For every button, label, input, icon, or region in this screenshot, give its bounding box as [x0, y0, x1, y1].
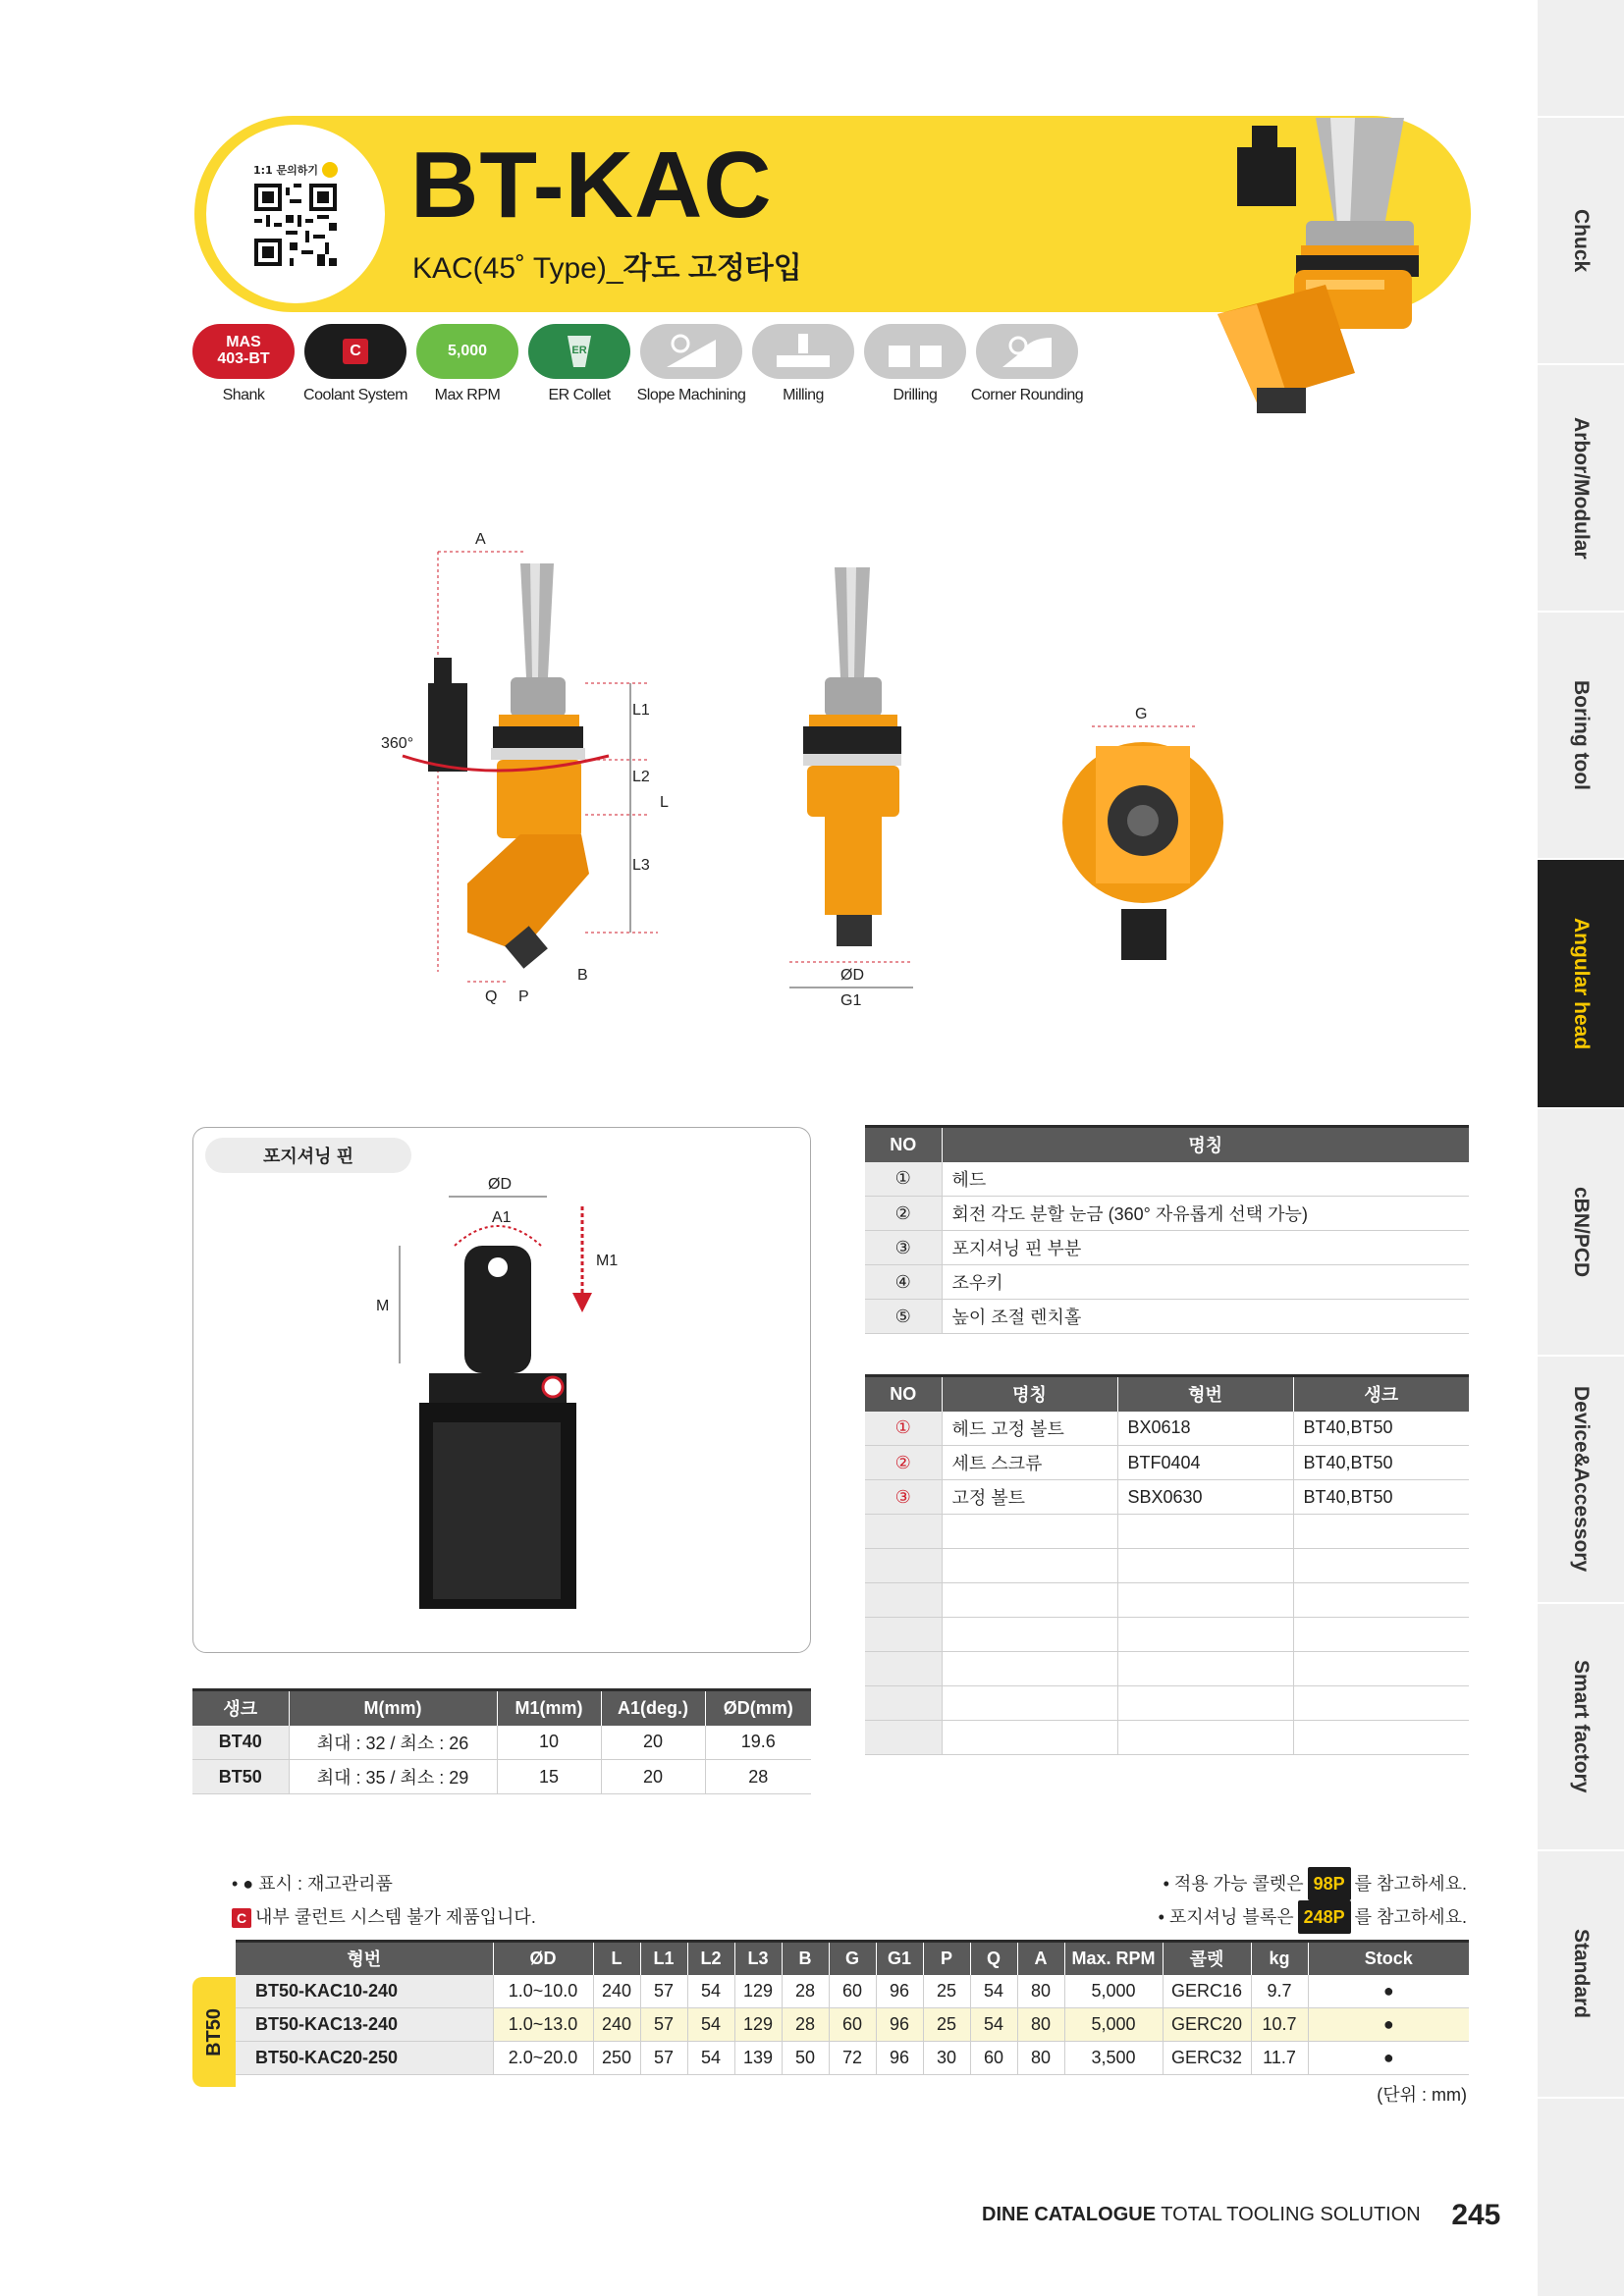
badge-milling — [752, 324, 854, 404]
table-cell: GERC16 — [1163, 1975, 1251, 2008]
col-header: ØD — [493, 1942, 593, 1975]
badge-label: Max RPM — [434, 387, 501, 403]
table-cell: 19.6 — [705, 1726, 811, 1760]
side-tab-label: Smart factory — [1570, 1660, 1593, 1793]
col-header: kg — [1251, 1942, 1308, 1975]
table-cell: 240 — [593, 1975, 640, 2008]
table-cell: 60 — [970, 2042, 1017, 2075]
dim-label-a: A — [475, 531, 486, 548]
front-view-drawing — [776, 560, 943, 1011]
notes-right — [1159, 1867, 1467, 1934]
er-collet-icon — [560, 332, 599, 371]
table-row — [865, 1300, 1469, 1334]
col-header: ØD(mm) — [705, 1690, 811, 1726]
table-cell: 250 — [593, 2042, 640, 2075]
badge-drilling — [864, 324, 966, 404]
qr-inquiry[interactable] — [206, 125, 385, 303]
table-cell: 회전 각도 분할 눈금 (360° 자유롭게 선택 가능) — [942, 1197, 1469, 1231]
table-row — [865, 1197, 1469, 1231]
col-header: 형번 — [236, 1942, 493, 1975]
table-cell: 72 — [829, 2042, 876, 2075]
table-cell: 11.7 — [1251, 2042, 1308, 2075]
table-cell — [1117, 1618, 1293, 1652]
footer-tagline: TOTAL TOOLING SOLUTION — [1161, 2204, 1421, 2225]
table-cell: 60 — [829, 2008, 876, 2042]
table-cell — [1117, 1652, 1293, 1686]
table-cell — [865, 1652, 942, 1686]
table-cell: 5,000 — [1064, 1975, 1163, 2008]
table-cell — [865, 1515, 942, 1549]
table-cell: 240 — [593, 2008, 640, 2042]
table-cell — [1117, 1549, 1293, 1583]
side-tab-smart[interactable] — [1538, 1604, 1624, 1851]
table-cell: 57 — [640, 2042, 687, 2075]
table-cell — [1117, 1583, 1293, 1618]
table-cell: 129 — [734, 1975, 782, 2008]
note-stock: • ● 표시 : 재고관리품 — [232, 1874, 393, 1894]
shank-badge — [192, 324, 295, 379]
badge-label: Shank — [222, 387, 265, 403]
table-cell: 3,500 — [1064, 2042, 1163, 2075]
pin-panel-title: 포지셔닝 핀 — [205, 1138, 411, 1173]
table-cell: GERC20 — [1163, 2008, 1251, 2042]
table-cell — [1293, 1549, 1469, 1583]
col-header: 콜렛 — [1163, 1942, 1251, 1975]
table-cell: 80 — [1017, 2042, 1064, 2075]
col-header: P — [923, 1942, 970, 1975]
table-cell — [1293, 1515, 1469, 1549]
badge-label: Coolant System — [303, 387, 407, 403]
table-cell — [942, 1515, 1117, 1549]
side-tab-label: cBN/PCD — [1570, 1186, 1593, 1278]
badge-label: Slope Machining — [636, 387, 746, 403]
table-row — [865, 1480, 1469, 1515]
subtitle-desc: 각도 고정타입 — [623, 252, 802, 285]
table-cell: 높이 조절 렌치홀 — [942, 1300, 1469, 1334]
col-header: 형번 — [1117, 1376, 1293, 1412]
note-text: • 포지셔닝 블록은 — [1158, 1907, 1294, 1927]
badge-rpm — [416, 324, 518, 404]
table-cell — [1293, 1583, 1469, 1618]
table-cell: 28 — [782, 1975, 829, 2008]
table-cell: 25 — [923, 1975, 970, 2008]
col-header: Q — [970, 1942, 1017, 1975]
table-cell: 28 — [782, 2008, 829, 2042]
page-number: 245 — [1451, 2199, 1501, 2231]
side-tab-label: Arbor/Modular — [1570, 416, 1593, 560]
page-footer — [982, 2199, 1500, 2232]
table-cell: 57 — [640, 2008, 687, 2042]
dim-label-q: Q — [485, 988, 498, 1005]
milling-badge — [752, 324, 854, 379]
table-cell: 15 — [497, 1760, 601, 1794]
col-header: L2 — [687, 1942, 734, 1975]
table-cell: 25 — [923, 2008, 970, 2042]
table-cell: 포지셔닝 핀 부분 — [942, 1231, 1469, 1265]
side-tab-label: Angular head — [1570, 917, 1593, 1050]
badge-slope — [636, 324, 746, 404]
positioning-pin-drawing — [376, 1167, 655, 1638]
product-subtitle — [412, 243, 802, 287]
table-cell: ③ — [865, 1480, 942, 1515]
table-row — [865, 1549, 1469, 1583]
table-cell: 60 — [829, 1975, 876, 2008]
coolant-badge — [304, 324, 406, 379]
table-cell: BT40,BT50 — [1293, 1480, 1469, 1515]
note-text: • 적용 가능 콜렛은 — [1163, 1874, 1304, 1894]
col-header: 명칭 — [942, 1376, 1117, 1412]
table-cell: ① — [865, 1412, 942, 1446]
table-cell: ② — [865, 1446, 942, 1480]
table-cell: ③ — [865, 1231, 942, 1265]
drilling-badge — [864, 324, 966, 379]
slope-machining-badge — [640, 324, 742, 379]
table-cell: 96 — [876, 1975, 923, 2008]
dim-label-a1: A1 — [492, 1209, 512, 1226]
table-cell — [865, 1721, 942, 1755]
col-header: G — [829, 1942, 876, 1975]
table-cell — [865, 1618, 942, 1652]
side-view-drawing — [373, 520, 668, 1011]
table-cell — [865, 1549, 942, 1583]
dim-label-m1: M1 — [596, 1253, 619, 1269]
table-cell: 54 — [970, 1975, 1017, 2008]
parts-name-table — [865, 1125, 1469, 1334]
dim-label-od: ØD — [488, 1176, 512, 1193]
table-cell: 139 — [734, 2042, 782, 2075]
table-cell: 세트 스크류 — [942, 1446, 1117, 1480]
table-cell: BT40,BT50 — [1293, 1412, 1469, 1446]
table-cell: 54 — [687, 1975, 734, 2008]
badge-label: Corner Rounding — [970, 387, 1084, 403]
side-tab-label: Standard — [1570, 1929, 1593, 2019]
table-cell — [942, 1652, 1117, 1686]
side-tab-label: Device&Accessory — [1570, 1386, 1593, 1573]
table-cell: 5,000 — [1064, 2008, 1163, 2042]
table-row — [865, 1686, 1469, 1721]
table-cell: SBX0630 — [1117, 1480, 1293, 1515]
col-header: A — [1017, 1942, 1064, 1975]
note-coolant-text: 내부 쿨런트 시스템 불가 제품입니다. — [255, 1907, 536, 1927]
svg-text:ER: ER — [571, 345, 587, 356]
notes-left — [232, 1867, 536, 1934]
table-cell — [1293, 1721, 1469, 1755]
table-cell — [1293, 1652, 1469, 1686]
table-cell: GERC32 — [1163, 2042, 1251, 2075]
badge-shank — [192, 324, 295, 404]
stock-indicator: ● — [1308, 1975, 1469, 2008]
table-cell: ④ — [865, 1265, 942, 1300]
table-cell — [942, 1686, 1117, 1721]
parts-bolt-table — [865, 1374, 1469, 1755]
side-tab-device[interactable] — [1538, 1357, 1624, 1604]
table-cell: 20 — [601, 1760, 705, 1794]
corner-rounding-badge — [976, 324, 1078, 379]
table-cell: 57 — [640, 1975, 687, 2008]
note-collet-ref — [1159, 1867, 1467, 1900]
badge-label: ER Collet — [548, 387, 611, 403]
table-cell: 조우키 — [942, 1265, 1469, 1300]
page-ref-badge[interactable]: 248P — [1298, 1900, 1351, 1934]
table-row — [236, 1975, 1469, 2008]
table-cell: 80 — [1017, 2008, 1064, 2042]
table-cell: BTF0404 — [1117, 1446, 1293, 1480]
note-text: 를 참고하세요. — [1354, 1907, 1467, 1927]
table-cell — [942, 1549, 1117, 1583]
side-tab-standard[interactable] — [1538, 1851, 1624, 2099]
table-cell: 54 — [970, 2008, 1017, 2042]
dim-label-l: L — [660, 794, 669, 811]
badge-label: Milling — [783, 387, 824, 403]
table-cell: 10 — [497, 1726, 601, 1760]
badge-er — [528, 324, 630, 404]
positioning-pin-panel — [192, 1127, 811, 1653]
col-header: NO — [865, 1127, 942, 1162]
badge-corner — [970, 324, 1084, 404]
milling-icon — [769, 332, 838, 371]
table-cell: BT50-KAC10-240 — [236, 1975, 493, 2008]
dim-label-360: 360° — [381, 735, 414, 752]
dim-label-b: B — [577, 967, 588, 984]
product-title: BT-KAC — [410, 133, 773, 238]
table-cell: BX0618 — [1117, 1412, 1293, 1446]
coolant-c-icon: C — [232, 1908, 251, 1928]
col-header: M(mm) — [289, 1690, 497, 1726]
subtitle-type: KAC(45˚ Type)_ — [412, 252, 623, 285]
table-cell: 최대 : 32 / 최소 : 26 — [289, 1726, 497, 1760]
table-cell: BT50-KAC20-250 — [236, 2042, 493, 2075]
table-cell: ② — [865, 1197, 942, 1231]
product-photo — [1159, 108, 1473, 422]
table-cell: ⑤ — [865, 1300, 942, 1334]
feature-badges — [192, 324, 1084, 404]
col-header: 생크 — [192, 1690, 289, 1726]
table-cell — [1293, 1618, 1469, 1652]
col-header: Max. RPM — [1064, 1942, 1163, 1975]
table-row — [865, 1231, 1469, 1265]
side-tab-bar — [1538, 0, 1624, 2296]
table-cell: 고정 볼트 — [942, 1480, 1117, 1515]
badge-coolant — [304, 324, 406, 404]
side-tab-label: Boring tool — [1570, 680, 1593, 790]
dim-label-l1: L1 — [632, 702, 650, 719]
coolant-c-icon: C — [343, 339, 368, 364]
note-text: 를 참고하세요. — [1354, 1874, 1467, 1894]
note-block-ref — [1159, 1900, 1467, 1934]
table-cell — [865, 1583, 942, 1618]
er-collet-badge — [528, 324, 630, 379]
inquiry-icon — [322, 162, 338, 178]
table-cell — [1293, 1686, 1469, 1721]
slope-machining-icon — [657, 332, 726, 371]
table-cell — [942, 1721, 1117, 1755]
side-tab-chuck[interactable] — [1538, 118, 1624, 365]
dim-label-l3: L3 — [632, 857, 650, 874]
side-tab-top-spacer — [1538, 0, 1624, 118]
table-cell: 54 — [687, 2008, 734, 2042]
table-cell: BT50-KAC13-240 — [236, 2008, 493, 2042]
table-row — [192, 1760, 811, 1794]
table-cell: 1.0~10.0 — [493, 1975, 593, 2008]
side-tab-arbor[interactable] — [1538, 365, 1624, 613]
table-row — [865, 1162, 1469, 1197]
col-header: L — [593, 1942, 640, 1975]
table-cell: 50 — [782, 2042, 829, 2075]
col-header: 명칭 — [942, 1127, 1469, 1162]
table-cell: 54 — [687, 2042, 734, 2075]
qr-label-text: 1:1 문의하기 — [252, 164, 319, 177]
table-cell — [942, 1583, 1117, 1618]
table-cell: ① — [865, 1162, 942, 1197]
table-cell — [1117, 1686, 1293, 1721]
main-spec-table — [236, 1940, 1469, 2075]
table-cell — [865, 1686, 942, 1721]
table-cell — [1117, 1721, 1293, 1755]
table-cell: 10.7 — [1251, 2008, 1308, 2042]
table-row — [236, 2008, 1469, 2042]
table-cell: 헤드 — [942, 1162, 1469, 1197]
col-header: A1(deg.) — [601, 1690, 705, 1726]
table-cell — [942, 1618, 1117, 1652]
table-row — [865, 1721, 1469, 1755]
qr-label — [253, 162, 338, 178]
table-row — [865, 1515, 1469, 1549]
table-row — [865, 1412, 1469, 1446]
table-cell: 2.0~20.0 — [493, 2042, 593, 2075]
note-coolant — [232, 1900, 536, 1934]
bottom-view-drawing — [1051, 703, 1227, 968]
col-header: M1(mm) — [497, 1690, 601, 1726]
table-cell: 96 — [876, 2042, 923, 2075]
col-header: G1 — [876, 1942, 923, 1975]
table-cell: 9.7 — [1251, 1975, 1308, 2008]
col-header: NO — [865, 1376, 942, 1412]
table-row — [192, 1726, 811, 1760]
stock-indicator: ● — [1308, 2008, 1469, 2042]
table-cell: BT40 — [192, 1726, 289, 1760]
series-tag — [192, 1977, 236, 2087]
dim-label-p: P — [518, 988, 529, 1005]
page-ref-badge[interactable]: 98P — [1308, 1867, 1351, 1900]
col-header: L3 — [734, 1942, 782, 1975]
dim-label-od: ØD — [840, 967, 864, 984]
stock-indicator: ● — [1308, 2042, 1469, 2075]
badge-label: Drilling — [893, 387, 938, 403]
table-row — [865, 1265, 1469, 1300]
table-row — [865, 1446, 1469, 1480]
table-cell: 96 — [876, 2008, 923, 2042]
table-cell — [1117, 1515, 1293, 1549]
table-cell: BT40,BT50 — [1293, 1446, 1469, 1480]
table-cell: 최대 : 35 / 최소 : 29 — [289, 1760, 497, 1794]
qr-code-icon[interactable] — [254, 184, 337, 266]
table-row — [236, 2042, 1469, 2075]
table-cell: 80 — [1017, 1975, 1064, 2008]
side-tab-boring[interactable] — [1538, 613, 1624, 860]
footer-brand: DINE CATALOGUE — [982, 2204, 1157, 2225]
dim-label-l2: L2 — [632, 769, 650, 785]
side-tab-label: Chuck — [1570, 208, 1593, 273]
drilling-icon — [881, 332, 949, 371]
unit-note: (단위 : mm) — [1377, 2085, 1467, 2105]
side-tab-cbn[interactable] — [1538, 1109, 1624, 1357]
rpm-badge: 5,000 — [416, 324, 518, 379]
table-cell: 20 — [601, 1726, 705, 1760]
col-header: L1 — [640, 1942, 687, 1975]
table-cell: 129 — [734, 2008, 782, 2042]
table-row — [865, 1618, 1469, 1652]
col-header: Stock — [1308, 1942, 1469, 1975]
col-header: B — [782, 1942, 829, 1975]
table-cell: 28 — [705, 1760, 811, 1794]
dim-label-m: M — [376, 1298, 390, 1314]
table-row — [865, 1652, 1469, 1686]
table-cell: 30 — [923, 2042, 970, 2075]
table-cell: 헤드 고정 볼트 — [942, 1412, 1117, 1446]
table-row — [865, 1583, 1469, 1618]
shank-badge-text: MAS 403-BT — [217, 334, 270, 367]
corner-rounding-icon — [993, 332, 1061, 371]
table-cell: BT50 — [192, 1760, 289, 1794]
col-header: 생크 — [1293, 1376, 1469, 1412]
dim-label-g1: G1 — [840, 992, 862, 1009]
table-cell: 1.0~13.0 — [493, 2008, 593, 2042]
side-tab-angular-head[interactable] — [1538, 860, 1624, 1109]
dim-label-g: G — [1135, 706, 1148, 722]
positioning-spec-table — [192, 1688, 811, 1794]
series-label: BT50 — [202, 2007, 225, 2056]
